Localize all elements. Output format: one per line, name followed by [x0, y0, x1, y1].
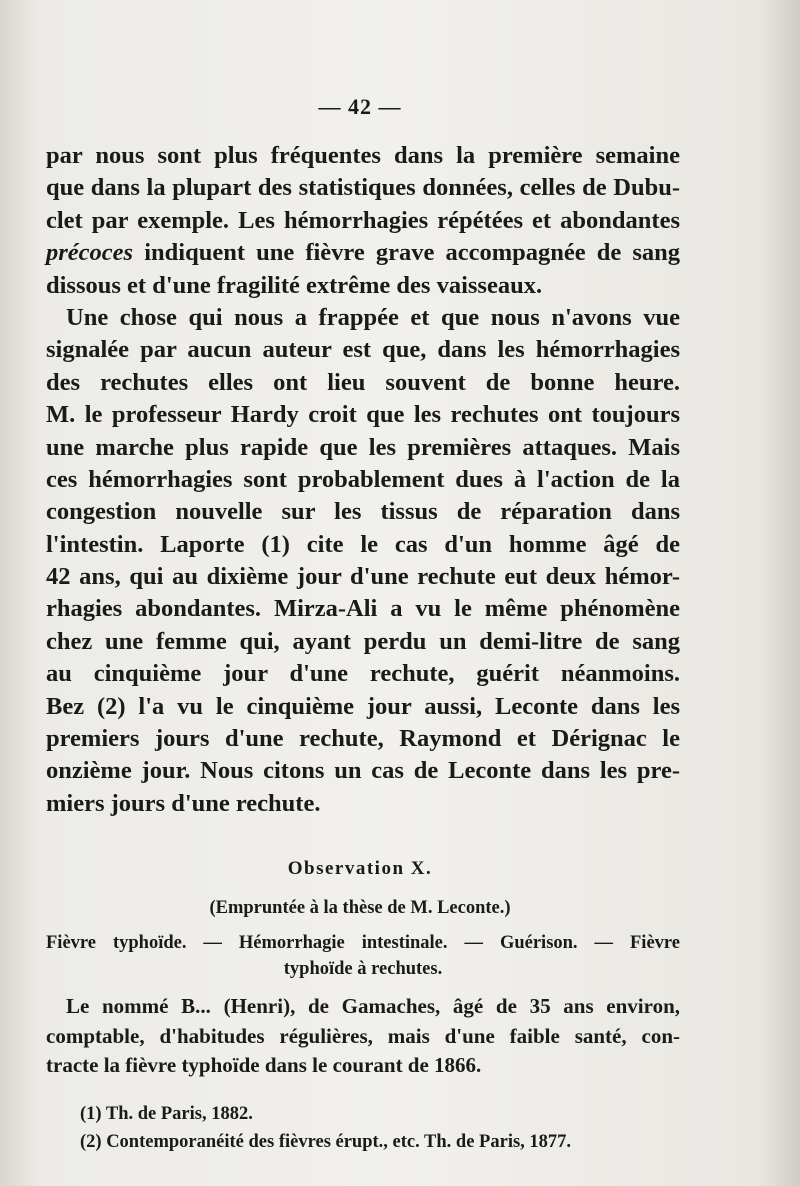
text-line: clet par exemple. Les hémorrhagies répétées et abondantes — [46, 206, 680, 234]
observation-source: (Empruntée à la thèse de M. Leconte.) — [209, 898, 511, 918]
text-line: par nous sont plus fréquentes dans la première semaine — [46, 142, 680, 169]
text-line: Le nommé B... (Henri), de Gamaches, âgé de 35 ans environ, — [66, 994, 680, 1018]
text-line: Bez (2) l'a vu le cinquième jour aussi, Leconte dans les — [46, 692, 680, 720]
text-line: ces hémorrhagies sont probablement dues à l'action de la — [46, 465, 680, 493]
text-line: onzième jour. Nous citons un cas de Leconte dans les pre- — [46, 757, 680, 785]
text-line: une marche plus rapide que les premières attaques. Mais — [46, 433, 680, 461]
observation-summary — [46, 930, 680, 982]
text-line: rhagies abondantes. Mirza-Ali a vu le même phénomène — [46, 595, 680, 623]
summary-line: Fièvre typhoïde. — Hémorrhagie intestinale. — Guérison. — Fièvre — [46, 933, 680, 953]
footnote: (2) Contemporanéité des fièvres érupt., etc. Th. de Paris, 1877. — [80, 1132, 572, 1152]
page-number: — 42 — — [318, 94, 402, 119]
text-line: Une chose qui nous a frappée et que nous n'avons vue — [66, 303, 680, 331]
text-line: des rechutes elles ont lieu souvent de bonne heure. — [46, 368, 680, 396]
text-line — [46, 237, 680, 269]
text-line: 42 ans, qui au dixième jour d'une rechute eut deux hémor- — [46, 563, 680, 591]
text-line: que dans la plupart des statistiques données, celles de Dubu- — [46, 174, 680, 202]
text-fragment: indiquent une fièvre grave accompagnée de sang — [144, 239, 680, 267]
text-line: l'intestin. Laporte (1) cite le cas d'un homme âgé de — [46, 530, 680, 558]
text-line: dissous et d'une fragilité extrême des vaisseaux. — [46, 271, 543, 299]
text-line: congestion nouvelle sur les tissus de réparation dans — [46, 498, 680, 526]
text-line: tracte la fièvre typhoïde dans le courant de 1866. — [46, 1053, 482, 1077]
footnotes — [80, 1100, 660, 1156]
text-line: comptable, d'habitudes régulières, mais d'une faible santé, con- — [46, 1023, 680, 1048]
summary-line: typhoïde à rechutes. — [283, 959, 443, 979]
italic-word: précoces — [46, 239, 134, 267]
text-line: chez une femme qui, ayant perdu un demi-litre de sang — [46, 627, 680, 655]
text-line: premiers jours d'une rechute, Raymond et Dérignac le — [46, 725, 680, 753]
footnote: (1) Th. de Paris, 1882. — [80, 1104, 253, 1124]
observation-body — [46, 992, 680, 1081]
main-text — [46, 140, 680, 820]
text-line: au cinquième jour d'une rechute, guérit néanmoins. — [46, 660, 680, 688]
text-line: miers jours d'une rechute. — [46, 789, 321, 817]
text-line: M. le professeur Hardy croit que les rechutes ont toujours — [46, 401, 680, 429]
text-line: signalée par aucun auteur est que, dans les hémorrhagies — [46, 336, 680, 364]
observation-title: Observation X. — [287, 858, 433, 879]
